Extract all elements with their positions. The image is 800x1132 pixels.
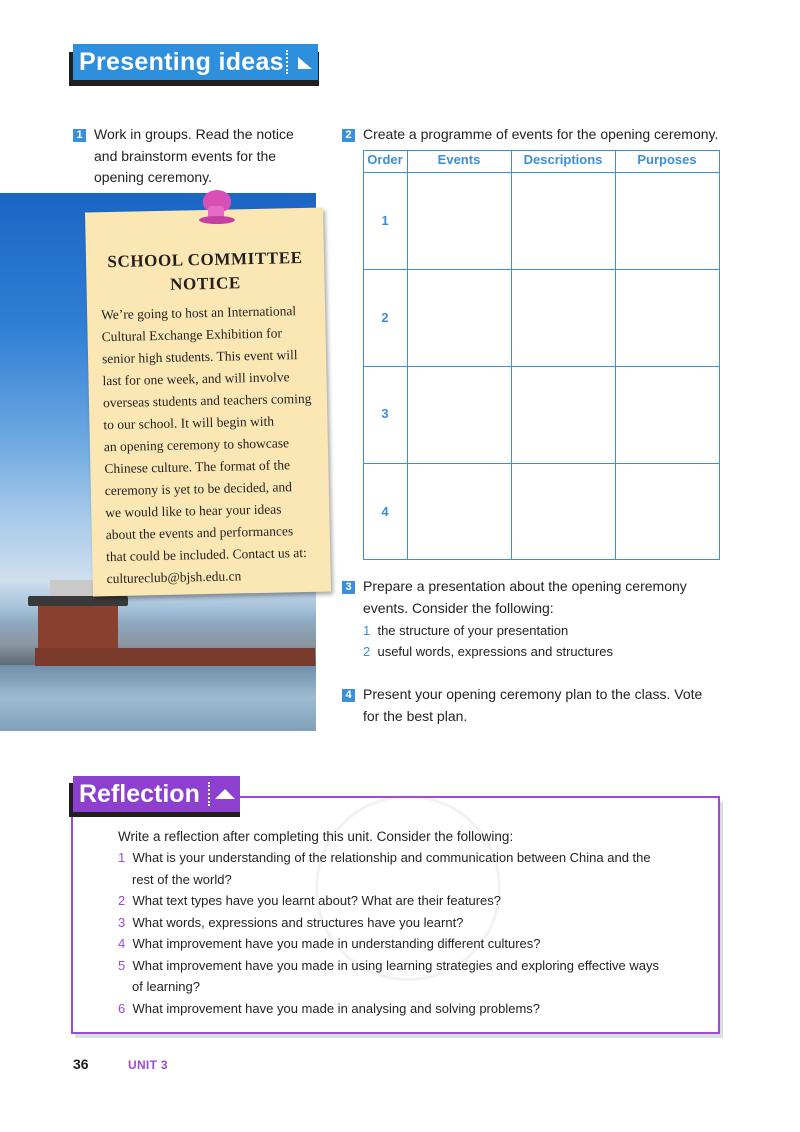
notice-line: We’re going to host an International xyxy=(100,303,297,323)
table-divider xyxy=(615,150,616,560)
notice-line: to our school. It will begin with xyxy=(103,413,275,433)
task3-line: events. Consider the following: xyxy=(363,599,554,616)
table-header-events: Events xyxy=(437,152,481,167)
notice-title-line: SCHOOL COMMITTEE xyxy=(107,247,303,272)
notice-line: Cultural Exchange Exhibition for xyxy=(101,325,283,345)
task3-line: Prepare a presentation about the opening ceremony xyxy=(363,578,687,594)
item-number: 3 xyxy=(118,914,126,930)
triangle-icon xyxy=(297,56,313,70)
table-row-order: 1 xyxy=(381,213,389,228)
item-number: 4 xyxy=(118,936,126,951)
notice-line: senior high students. This event will xyxy=(101,347,298,367)
banner-separator xyxy=(286,50,288,74)
task-number: 3 xyxy=(342,581,355,594)
table-header-descriptions: Descriptions xyxy=(523,152,603,167)
table-row-order: 2 xyxy=(381,310,389,325)
table-row-order: 3 xyxy=(381,406,389,421)
item-text: the structure of your presentation xyxy=(377,623,569,638)
table-header-purposes: Purposes xyxy=(637,152,697,167)
unit-label: UNIT 3 xyxy=(128,1058,168,1072)
notice-line: we would like to hear your ideas xyxy=(105,501,282,521)
section-title: Presenting ideas xyxy=(73,44,318,80)
task1-line: Work in groups. Read the notice xyxy=(94,126,294,142)
item-text: What improvement have you made in understanding different cultures? xyxy=(132,936,541,951)
notice-line: that could be included. Contact us at: xyxy=(106,544,307,565)
task-number: 2 xyxy=(342,129,355,142)
item-text: What is your understanding of the relationship and communication between China and the xyxy=(132,850,651,865)
item-text: useful words, expressions and structures xyxy=(377,644,614,659)
reflection-separator xyxy=(208,782,210,806)
item-number: 1 xyxy=(363,623,371,638)
task1-text xyxy=(94,124,294,189)
reflection-item xyxy=(118,912,659,934)
task2-text: Create a programme of events for the opening ceremony. xyxy=(363,126,719,142)
reflection-item xyxy=(118,955,659,977)
programme-table xyxy=(363,150,720,560)
item-text: What improvement have you made in using learning strategies and exploring effective ways xyxy=(132,957,660,973)
notice-line: about the events and performances xyxy=(105,523,294,543)
notice-line: an opening ceremony to showcase xyxy=(103,435,290,455)
table-header-order: Order xyxy=(367,152,403,167)
item-number: 2 xyxy=(363,644,371,659)
table-divider xyxy=(407,150,408,560)
task1-line: opening ceremony. xyxy=(94,169,213,185)
reflection-list xyxy=(118,847,659,1019)
photo-water xyxy=(0,665,316,731)
table-row-divider xyxy=(363,366,720,367)
page-number: 36 xyxy=(73,1056,89,1072)
item-number: 2 xyxy=(118,893,126,908)
notice-line: cultureclub@bjsh.edu.cn xyxy=(106,568,242,587)
table-divider xyxy=(511,150,512,560)
table-row-order: 4 xyxy=(381,504,389,519)
reflection-item-cont: rest of the world? xyxy=(132,871,232,887)
reflection-item xyxy=(118,998,659,1020)
task3-item xyxy=(363,620,568,642)
task4-line: for the best plan. xyxy=(363,707,468,724)
photo-tower xyxy=(38,600,118,648)
triangle-up-icon xyxy=(214,788,236,800)
item-number: 5 xyxy=(118,957,126,973)
table-row-divider xyxy=(363,463,720,464)
task-number: 1 xyxy=(73,129,86,142)
notice-line: ceremony is yet to be decided, and xyxy=(104,479,293,499)
pushpin-base xyxy=(199,216,235,224)
task4-text xyxy=(363,684,702,727)
item-text: What text types have you learnt about? What are their features? xyxy=(132,893,502,908)
reflection-item xyxy=(118,847,659,869)
task-number: 4 xyxy=(342,689,355,702)
item-number: 6 xyxy=(118,1000,126,1016)
reflection-item-cont: of learning? xyxy=(132,979,200,994)
item-text: What words, expressions and structures have you learnt? xyxy=(132,914,464,930)
task4-line: Present your opening ceremony plan to the class. Vote xyxy=(363,686,703,702)
notice-title xyxy=(86,246,325,299)
photo-wall xyxy=(35,648,315,666)
table-row-divider xyxy=(363,269,720,270)
notice-line: overseas students and teachers coming xyxy=(102,390,312,411)
reflection-item xyxy=(118,890,659,912)
task1-line: and brainstorm events for the xyxy=(94,147,277,164)
item-text: What improvement have you made in analysing and solving problems? xyxy=(132,1000,541,1016)
notice-line: last for one week, and will involve xyxy=(102,369,290,389)
item-number: 1 xyxy=(118,850,126,865)
reflection-title: Reflection xyxy=(73,776,240,812)
photo-tower-eaves xyxy=(28,596,128,606)
notice-card xyxy=(85,208,331,597)
reflection-intro: Write a reflection after completing this unit. Consider the following: xyxy=(118,829,514,844)
notice-line: Chinese culture. The format of the xyxy=(104,457,291,477)
reflection-item xyxy=(118,933,659,955)
table-header-divider xyxy=(363,172,720,173)
task3-text xyxy=(363,576,687,619)
notice-title-line: NOTICE xyxy=(169,273,242,294)
task3-item xyxy=(363,641,613,663)
